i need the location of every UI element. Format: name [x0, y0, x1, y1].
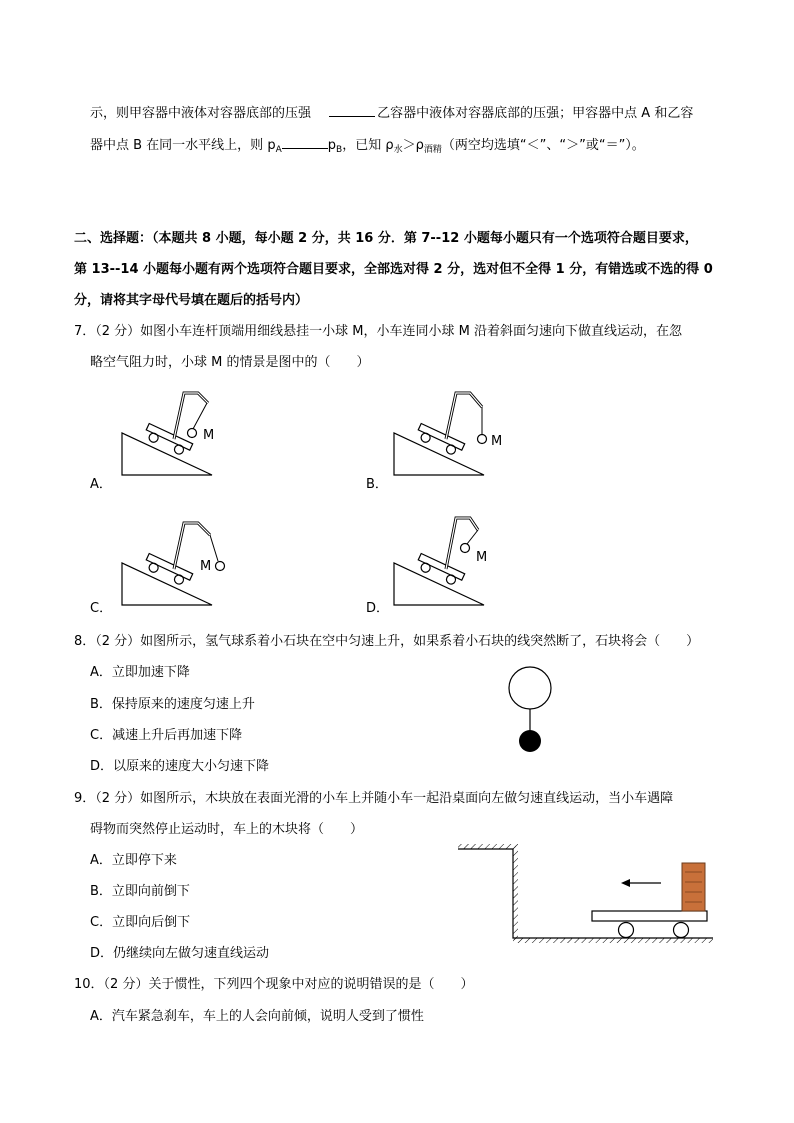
option-a-label[interactable]: A．: [90, 477, 112, 492]
q9-stem-line1: 9．（2 分）如图所示，木块放在表面光滑的小车上并随小车一起沿桌面向左做匀速直线运动，当小车遇障: [74, 791, 674, 806]
option-d-label[interactable]: D．: [366, 601, 390, 616]
q9-figure-cart: [456, 842, 718, 948]
q6-text: （两空均选填“＜”、“＞”或“＝”）。: [441, 138, 645, 153]
q7-stem-line2: 略空气阻力时，小球 M 的情景是图中的（ ）: [90, 355, 370, 370]
q6-line1: [90, 104, 693, 123]
option-b-label[interactable]: B．: [366, 477, 388, 492]
ball-label: M: [200, 559, 212, 574]
q7-figure-c[interactable]: [118, 515, 238, 610]
stone: [519, 730, 541, 752]
q8-option-c[interactable]: C．减速上升后再加速下降: [90, 728, 243, 743]
ball-label: M: [203, 428, 215, 443]
q6-line2: [90, 136, 645, 156]
q6-text: p: [327, 138, 337, 153]
ball-m: [188, 429, 197, 438]
option-c-label[interactable]: C．: [90, 601, 113, 616]
ball-label: M: [491, 434, 503, 449]
section-header-line3: 分，请将其字母代号填在题后的括号内）: [74, 293, 309, 308]
answer-blank-1[interactable]: [329, 104, 375, 117]
q6-text: 乙容器中液体对容器底部的压强；甲容器中点 A 和乙容: [377, 106, 694, 121]
ball-m: [216, 562, 225, 571]
q6-text: ，已知 ρ: [342, 138, 394, 153]
q9-stem-line2: 碍物而突然停止运动时，车上的木块将（ ）: [90, 822, 364, 837]
q6-text: 示，则甲容器中液体对容器底部的压强: [90, 106, 312, 121]
q8-figure-balloon: [500, 664, 560, 756]
q9-option-b[interactable]: B．立即向前倒下: [90, 884, 190, 899]
q8-option-a[interactable]: A．立即加速下降: [90, 665, 190, 680]
subscript-b: B: [336, 145, 343, 155]
q9-option-c[interactable]: C．立即向后倒下: [90, 915, 191, 930]
subscript-alcohol: 酒精: [423, 145, 442, 155]
q6-text: ＞ρ: [402, 138, 424, 153]
section-header-line1: 二、选择题：（本题共 8 小题，每小题 2 分，共 16 分．第 7--12 小题每小题只有一个选项符合题目要求，: [74, 231, 698, 246]
balloon: [509, 667, 551, 709]
q9-option-a[interactable]: A．立即停下来: [90, 853, 177, 868]
q6-text: 器中点 B 在同一水平线上，则 p: [90, 138, 276, 153]
ball-label: M: [476, 550, 488, 565]
ball-m: [478, 435, 487, 444]
q7-stem-line1: 7．（2 分）如图小车连杆顶端用细线悬挂一小球 M，小车连同小球 M 沿着斜面匀速向下做直线运动，在忽: [74, 324, 683, 339]
q10-option-a[interactable]: A．汽车紧急刹车，车上的人会向前倾，说明人受到了惯性: [90, 1009, 424, 1024]
subscript-water: 水: [393, 145, 403, 155]
q8-option-d[interactable]: D．以原来的速度大小匀速下降: [90, 759, 270, 774]
q9-option-d[interactable]: D．仍继续向左做匀速直线运动: [90, 946, 270, 961]
section-header-line2: 第 13--14 小题每小题有两个选项符合题目要求，全部选对得 2 分，选对但不全得 1 分，有错选或不选的得 0: [74, 262, 713, 277]
q8-stem: 8．（2 分）如图所示，氢气球系着小石块在空中匀速上升，如果系着小石块的线突然断了，石块将会（ ）: [74, 634, 700, 649]
ball-m: [461, 544, 470, 553]
wooden-block: [682, 863, 705, 911]
q10-stem: 10．（2 分）关于惯性，下列四个现象中对应的说明错误的是（ ）: [74, 977, 474, 992]
q7-figure-b[interactable]: [390, 385, 503, 480]
q8-option-b[interactable]: B．保持原来的速度匀速上升: [90, 697, 255, 712]
subscript-a: A: [275, 145, 282, 155]
answer-blank-2[interactable]: [282, 136, 328, 149]
